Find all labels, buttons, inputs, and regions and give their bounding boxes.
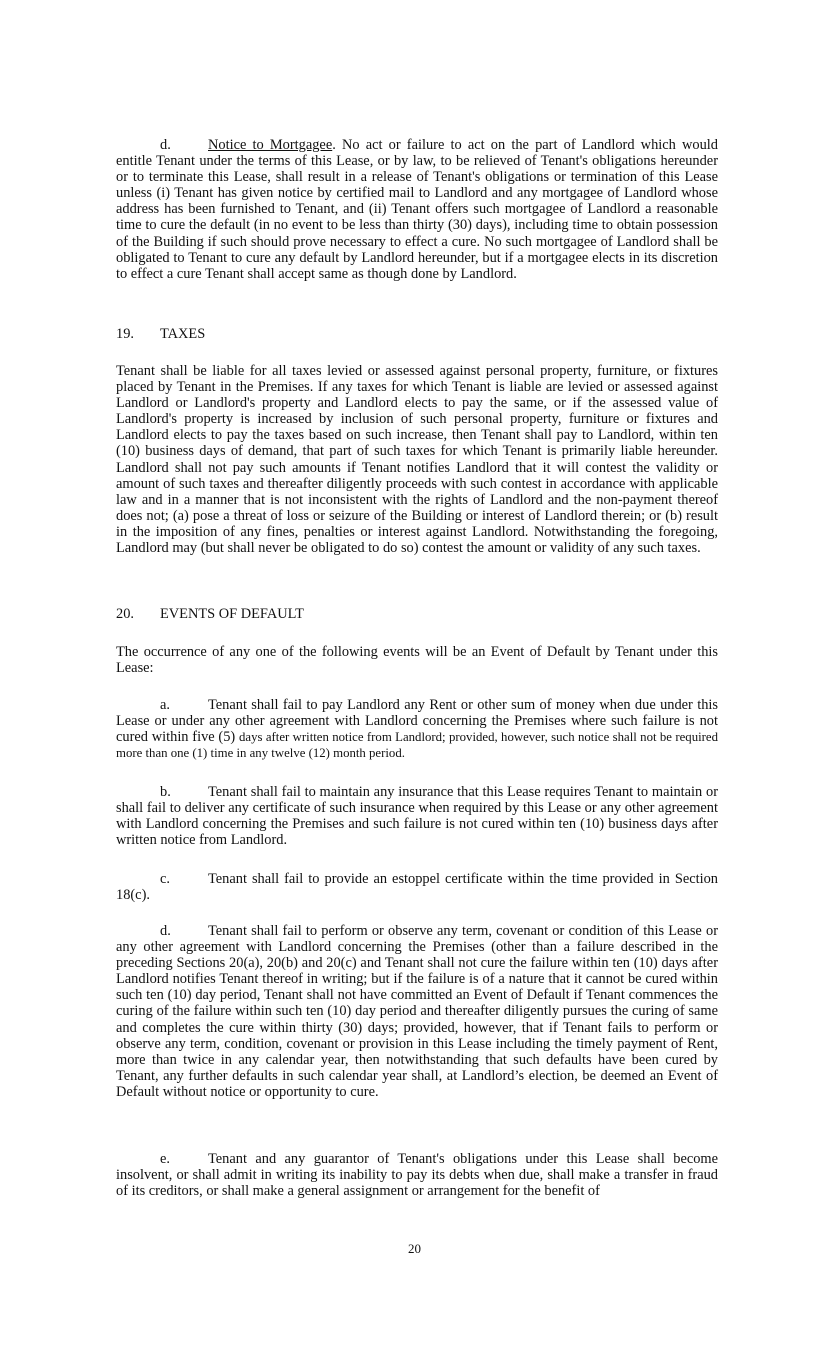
default-item-b <box>116 784 718 848</box>
section-20-number: 20. <box>116 606 134 622</box>
default-item-b-text: Tenant shall fail to maintain any insurance that this Lease requires Tenant to maintain or shall fail to deliver any certificate of such insurance when required by this Lease or any other agreement with Landlord concerning the Premises and such failure is not cured within ten (10) business days after written notice from Landlord. <box>116 784 718 849</box>
section-19-paragraph: Tenant shall be liable for all taxes levied or assessed against personal property, furniture, or fixtures placed by Tenant in the Premises. If any taxes for which Tenant is liable are levied or assessed against Landlord or Landlord's property and Landlord elects to pay the same, or if the assessed value of Landlord's property is increased by inclusion of such personal property, furniture or fixtures and Landlord elects to pay the taxes based on such increase, then Tenant shall pay to Landlord, within ten (10) business days of demand, that part of such taxes for which Tenant is primarily liable hereunder. Landlord shall not pay such amounts if Tenant notifies Landlord that it will contest the validity or amount of such taxes and thereafter diligently proceeds with such contest in accordance with applicable law and in a manner that is not inconsistent with the rights of Landlord and the non-payment thereof does not; (a) pose a threat of loss or seizure of the Building or interest of Landlord therein; or (b) result in the imposition of any fines, penalties or interest against Landlord. Notwithstanding the foregoing, Landlord may (but shall never be obligated to do so) contest the amount or validity of any such taxes. <box>116 363 718 557</box>
default-item-c-text: Tenant shall fail to provide an estoppel certificate within the time provided in Section 18(c). <box>116 871 718 904</box>
default-item-a-text: Tenant shall fail to pay Landlord any Rent or other sum of money when due under this Lease or under any other agreement with Landlord concerning the Premises where such failure is not cured within five (5) <box>116 697 718 746</box>
default-item-a <box>116 697 718 761</box>
section-18d-label: d. <box>160 137 171 153</box>
section-20-intro: The occurrence of any one of the following events will be an Event of Default by Tenant under this Lease: <box>116 644 718 677</box>
page-number: 20 <box>408 1241 421 1256</box>
section-20-heading <box>116 606 304 622</box>
section-19-heading <box>116 326 205 342</box>
section-18d-paragraph <box>116 137 718 282</box>
default-item-a-small-text: days after written notice from Landlord; provided, however, such notice shall not be required more than one (1) time in any twelve (12) month period. <box>116 730 718 761</box>
default-item-d-text: Tenant shall fail to perform or observe any term, covenant or condition of this Lease or any other agreement with Landlord concerning the Premises (other than a failure described in the preceding Sections 20(a), 20(b) and 20(c) and Tenant shall not cure the failure within ten (10) days after Landlord notifies Tenant thereof in writing; but if the failure is of a nature that it cannot be cured within such ten (10) day period, Tenant shall not have committed an Event of Default if Tenant commences the curing of the failure within such ten (10) day period and thereafter diligently pursues the curing of same and completes the cure within thirty (30) days; provided, however, that if Tenant fails to perform or observe any term, condition, covenant or provision in this Lease including the timely payment of Rent, more than twice in any calendar year, then notwithstanding that such defaults have been cured by Tenant, any further defaults in such calendar year shall, at Landlord’s election, be deemed an Event of Default without notice or opportunity to cure. <box>116 923 718 1100</box>
section-19-title: TAXES <box>160 326 206 342</box>
default-item-d <box>116 923 718 1100</box>
section-19-number: 19. <box>116 326 134 342</box>
default-item-b-label: b. <box>160 784 171 800</box>
section-18d-title: Notice to Mortgagee <box>208 137 333 153</box>
default-item-e-text: Tenant and any guarantor of Tenant's obligations under this Lease shall become insolvent, or shall admit in writing its inability to pay its debts when due, shall make a transfer in fraud of its creditors, or shall make a general assignment or arrangement for the benefit of <box>116 1151 718 1200</box>
default-item-c <box>116 871 718 903</box>
default-item-e <box>116 1151 718 1199</box>
section-20-title: EVENTS OF DEFAULT <box>160 606 304 622</box>
default-item-a-label: a. <box>160 697 170 713</box>
default-item-e-label: e. <box>160 1151 170 1167</box>
default-item-d-label: d. <box>160 923 171 939</box>
default-item-c-label: c. <box>160 871 170 887</box>
section-18d-body: . No act or failure to act on the part of Landlord which would entitle Tenant under the terms of this Lease, or by law, to be relieved of Tenant's obligations hereunder or to terminate this Lease, shall result in a release of Tenant's obligations or termination of this Lease unless (i) Tenant has given notice by certified mail to Landlord and any mortgagee of Landlord whose address has been furnished to Tenant, and (ii) Tenant offers such mortgagee of Landlord a reasonable time to cure the default (in no event to be less than thirty (30) days), including time to obtain possession of the Building if such should prove necessary to effect a cure. No such mortgagee of Landlord shall be obligated to Tenant to cure any default by Landlord hereunder, but if a mortgagee elects in its discretion to effect a cure Tenant shall accept same as though done by Landlord. <box>116 137 718 282</box>
